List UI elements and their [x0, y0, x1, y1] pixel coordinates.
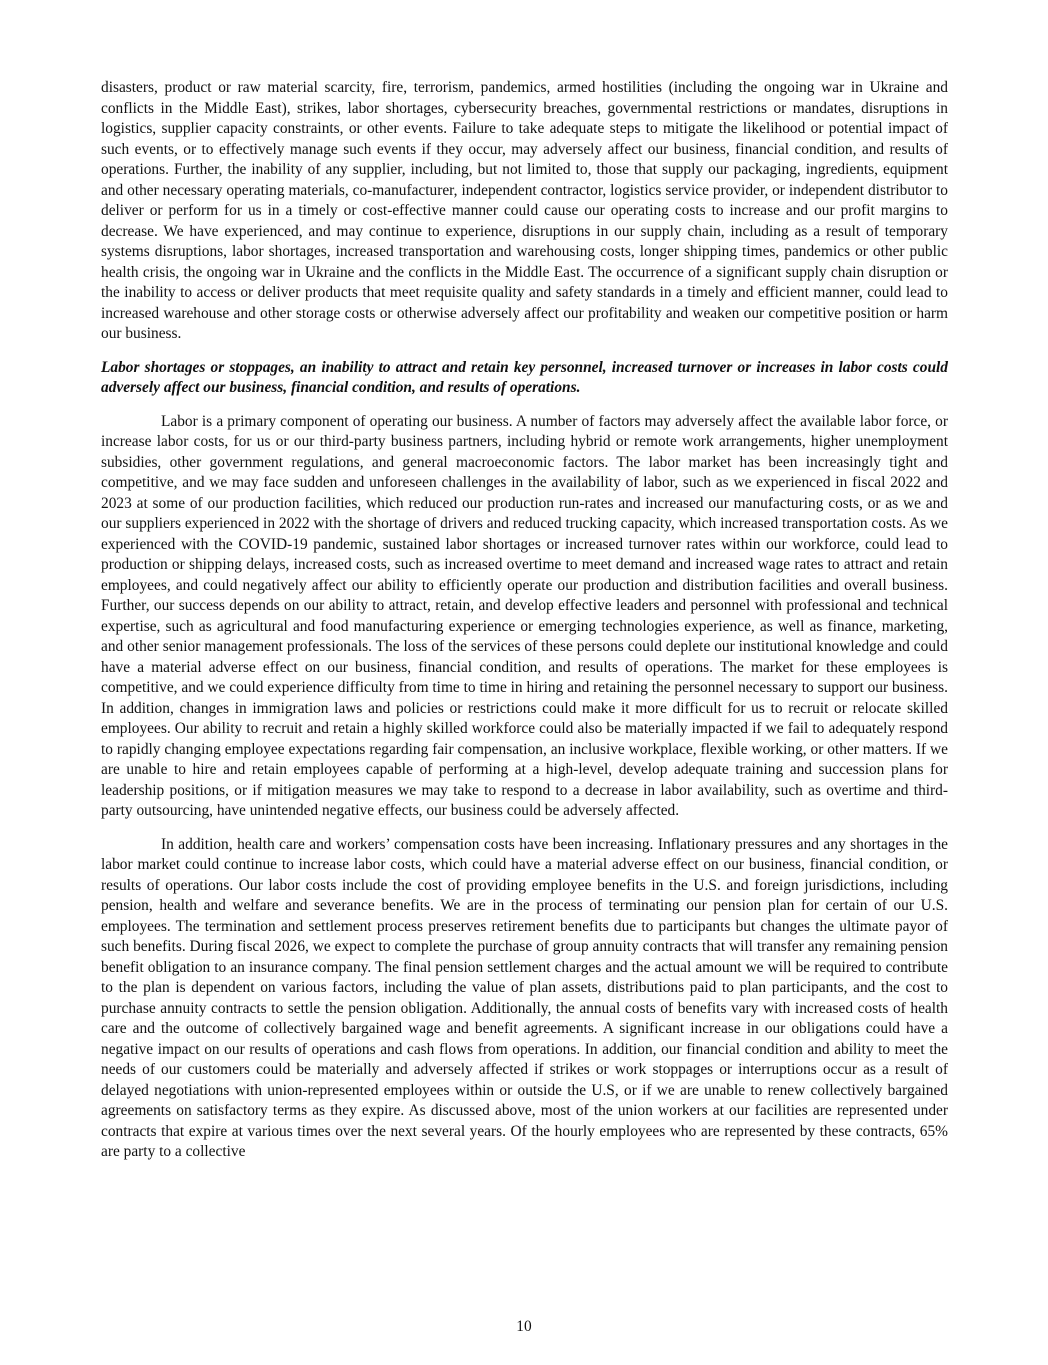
- document-page: [101, 78, 948, 1176]
- paragraph-supply-chain: disasters, product or raw material scarcity, fire, terrorism, pandemics, armed hostilities (including the ongoing war in Ukraine and conflicts in the Middle East), strikes, labor shortages, cybersecurity breaches, governmental restrictions or mandates, disruptions in logistics, supplier capacity constraints, or other events. Failure to take adequate steps to mitigate the likelihood or potential impact of such events, or to effectively manage such events if they occur, may adversely affect our business, financial condition, and results of operations. Further, the inability of any supplier, including, but not limited to, those that supply our packaging, ingredients, equipment and other necessary operating materials, co-manufacturer, independent contractor, logistics service provider, or independent distributor to deliver or perform for us in a timely or cost-effective manner could cause our operating costs to increase and our profit margins to decrease. We have experienced, and may continue to experience, disruptions in our supply chain, including as a result of temporary systems disruptions, labor shortages, increased transportation and warehousing costs, longer shipping times, pandemics or other public health crisis, the ongoing war in Ukraine and the conflicts in the Middle East. The occurrence of a significant supply chain disruption or the inability to access or deliver products that meet requisite quality and safety standards in a timely and efficient manner, could lead to increased warehouse and other storage costs or otherwise adversely affect our profitability and weaken our competitive position or harm our business.: [101, 79, 948, 342]
- section-heading: Labor shortages or stoppages, an inability to attract and retain key personnel, increased turnover or increases in labor costs could adversely affect our business, financial condition, and results of operations.: [101, 358, 948, 396]
- paragraph-labor: Labor is a primary component of operating our business. A number of factors may adversely affect the available labor force, or increase labor costs, for us or our third-party business partners, including hybrid or remote work arrangements, higher unemployment subsidies, other government regulations, and general macroeconomic factors. The labor market has been increasingly tight and competitive, and we may face sudden and unforeseen challenges in the availability of labor, such as we experienced in fiscal 2022 and 2023 at some of our production facilities, which reduced our production run-rates and increased our manufacturing costs, or as we and our suppliers experienced in 2022 with the shortage of drivers and reduced trucking capacity, which increased transportation costs. As we experienced with the COVID-19 pandemic, sustained labor shortages or increased turnover rates within our workforce, could lead to production or shipping delays, increased costs, such as increased overtime to meet demand and increased wage rates to attract and retain employees, and could negatively affect our ability to efficiently operate our production and distribution facilities and overall business. Further, our success depends on our ability to attract, retain, and develop effective leaders and personnel with professional and technical expertise, such as agricultural and food manufacturing experience or emerging technologies experience, as well as finance, marketing, and other senior management professionals. The loss of the services of these persons could deplete our institutional knowledge and could have a material adverse effect on our business, financial condition, and results of operations. The market for these employees is competitive, and we could experience difficulty from time to time in hiring and retaining the personnel necessary to support our business. In addition, changes in immigration laws and policies or restrictions could make it more difficult for us to recruit or relocate skilled employees. Our ability to recruit and retain a highly skilled workforce could also be materially impacted if we fail to adequately respond to rapidly changing employee expectations regarding fair compensation, an inclusive workplace, flexible working, or other matters. If we are unable to hire and retain employees capable of performing at a high-level, develop adequate training and succession plans for leadership positions, or if mitigation measures we may take to respond to a decrease in labor availability, such as overtime and third-party outsourcing, have unintended negative effects, our business could be adversely affected.: [101, 412, 948, 819]
- page-number: 10: [516, 1318, 532, 1335]
- paragraph-labor-costs: In addition, health care and workers’ compensation costs have been increasing. Inflationary pressures and any shortages in the labor market could continue to increase labor costs, which could have a material adverse effect on our business, financial condition, or results of operations. Our labor costs include the cost of providing employee benefits in the U.S. and foreign jurisdictions, including pension, health and welfare and severance benefits. We are in the process of terminating our pension plan for certain of our U.S. employees. The termination and settlement process preserves retirement benefits due to participants but changes the ultimate payor of such benefits. During fiscal 2026, we expect to complete the purchase of group annuity contracts that will transfer any remaining pension benefit obligation to an insurance company. The final pension settlement charges and the actual amount we will be required to contribute to the plan is dependent on various factors, including the value of plan assets, distributions paid to plan participants, and the cost to purchase annuity contracts to settle the pension obligation. Additionally, the annual costs of benefits vary with increased costs of health care and the outcome of collectively bargained wage and benefit agreements. A significant increase in our obligations could have a negative impact on our results of operations and cash flows from operations. In addition, our financial condition and ability to meet the needs of our customers could be materially and adversely affected if strikes or work stoppages or interruptions occur as a result of delayed negotiations with union-represented employees within or outside the U.S, or if we are unable to renew collectively bargained agreements on satisfactory terms as they expire. As discussed above, most of the union workers at our facilities are represented under contracts that expire at various times over the next several years. Of the hourly employees who are represented by these contracts, 65% are party to a collective: [101, 835, 948, 1160]
